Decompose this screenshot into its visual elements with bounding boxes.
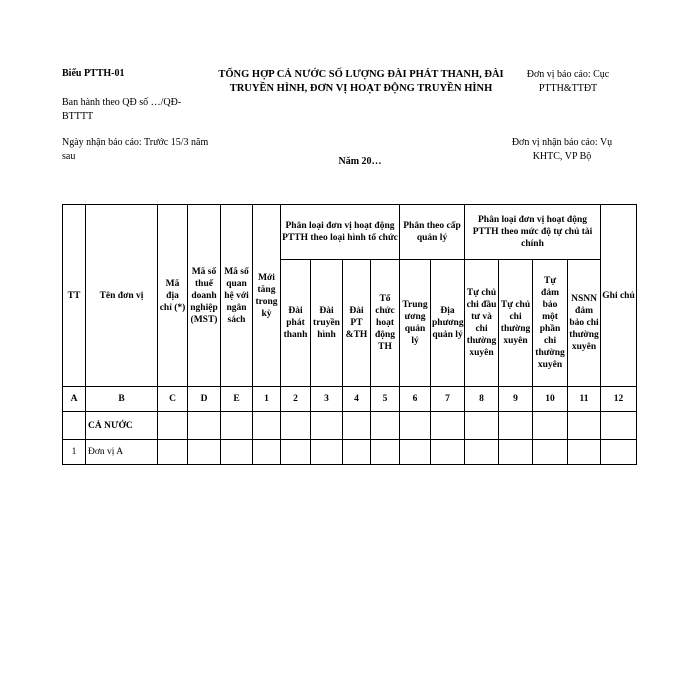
table-cell: [568, 412, 601, 440]
table-cell: [371, 440, 400, 465]
receive-unit: [502, 136, 622, 164]
table-cell: [499, 412, 533, 440]
table-cell: [221, 412, 253, 440]
table-cell: [465, 440, 499, 465]
table-cell: [601, 412, 637, 440]
column-code: 7: [431, 387, 465, 412]
col-header-area-code: Mã địa chỉ (*): [158, 205, 188, 387]
table-cell: [533, 412, 568, 440]
sub-header-local: Địa phương quản lý: [431, 260, 465, 387]
sub-header-partial: Tự đảm bảo một phần chi thường xuyên: [533, 260, 568, 387]
receive-unit-line1: Đơn vị nhận báo cáo: Vụ: [511, 137, 613, 148]
sub-header-central: Trung ương quản lý: [400, 260, 431, 387]
col-header-note: Ghi chú: [601, 205, 637, 387]
table-cell: [568, 440, 601, 465]
column-code: 5: [371, 387, 400, 412]
column-code: 6: [400, 387, 431, 412]
form-code: Biểu PTTH-01: [62, 68, 125, 79]
document-title: [208, 68, 514, 96]
group-header-management: Phân theo cấp quản lý: [400, 205, 465, 260]
table-cell: [221, 440, 253, 465]
table-cell: [371, 412, 400, 440]
table-cell: [281, 412, 311, 440]
column-code: 12: [601, 387, 637, 412]
sub-header-org-tv: Tổ chức hoạt động TH: [371, 260, 400, 387]
table-cell: [431, 412, 465, 440]
table-cell: [343, 412, 371, 440]
table-cell: [343, 440, 371, 465]
report-unit-line1: Đơn vị báo cáo: Cục: [526, 69, 610, 80]
table-cell: [601, 440, 637, 465]
table-cell: [63, 412, 86, 440]
issued-by: Ban hành theo QĐ số …/QĐ-BTTTT: [62, 97, 182, 122]
table-cell: [158, 412, 188, 440]
table-cell: [431, 440, 465, 465]
table-cell: [533, 440, 568, 465]
table-cell: [311, 412, 343, 440]
column-code: 8: [465, 387, 499, 412]
column-code: B: [86, 387, 158, 412]
table-cell: [499, 440, 533, 465]
col-header-new: Mới tăng trong kỳ: [253, 205, 281, 387]
year-label: Năm 20…: [338, 156, 382, 167]
document-title-line1: TỔNG HỢP CẢ NƯỚC SỐ LƯỢNG ĐÀI PHÁT THANH, ĐÀI: [218, 69, 504, 80]
table-cell: [400, 412, 431, 440]
row-name: Đơn vị A: [86, 440, 158, 465]
document-title-line2: TRUYỀN HÌNH, ĐƠN VỊ HOẠT ĐỘNG TRUYỀN HÌNH: [229, 83, 493, 94]
sub-header-state: NSNN đảm bảo chi thường xuyên: [568, 260, 601, 387]
col-header-tt: TT: [63, 205, 86, 387]
report-unit-line2: PTTH&TTĐT: [538, 83, 598, 94]
group-header-org-type: Phân loại đơn vị hoạt động PTTH theo loại hình tổ chức: [281, 205, 400, 260]
table-cell: [188, 440, 221, 465]
table-row: [63, 440, 637, 465]
column-code-row: [63, 387, 637, 412]
receive-date: Ngày nhận báo cáo: Trước 15/3 năm sau: [62, 137, 209, 162]
sub-header-self-invest: Tự chủ chi đầu tư và chi thường xuyên: [465, 260, 499, 387]
column-code: 3: [311, 387, 343, 412]
table-cell: [158, 440, 188, 465]
col-header-name: Tên đơn vị: [86, 205, 158, 387]
column-code: 10: [533, 387, 568, 412]
column-code: 4: [343, 387, 371, 412]
sub-header-radio: Đài phát thanh: [281, 260, 311, 387]
column-code: E: [221, 387, 253, 412]
receive-unit-line2: KHTC, VP Bộ: [532, 151, 592, 162]
table-cell: [281, 440, 311, 465]
column-code: 9: [499, 387, 533, 412]
report-table: [62, 204, 637, 465]
col-header-budget-code: Mã số quan hệ với ngân sách: [221, 205, 253, 387]
table-cell: [188, 412, 221, 440]
group-header-autonomy: Phân loại đơn vị hoạt động PTTH theo mức độ tự chủ tài chính: [465, 205, 601, 260]
total-label: CẢ NƯỚC: [86, 412, 158, 440]
sub-header-tv: Đài truyền hình: [311, 260, 343, 387]
report-unit: [514, 68, 622, 96]
table-cell: [465, 412, 499, 440]
sub-header-self-regular: Tự chủ chi thường xuyên: [499, 260, 533, 387]
column-code: 11: [568, 387, 601, 412]
sub-header-pt-th: Đài PT &TH: [343, 260, 371, 387]
column-code: 1: [253, 387, 281, 412]
column-code: A: [63, 387, 86, 412]
row-tt: 1: [63, 440, 86, 465]
table-cell: [253, 440, 281, 465]
table-cell: [311, 440, 343, 465]
total-row: [63, 412, 637, 440]
column-code: 2: [281, 387, 311, 412]
column-code: C: [158, 387, 188, 412]
column-code: D: [188, 387, 221, 412]
table-cell: [400, 440, 431, 465]
header-row-groups: [63, 205, 637, 260]
col-header-tax-code: Mã số thuế doanh nghiệp (MST): [188, 205, 221, 387]
table-cell: [253, 412, 281, 440]
